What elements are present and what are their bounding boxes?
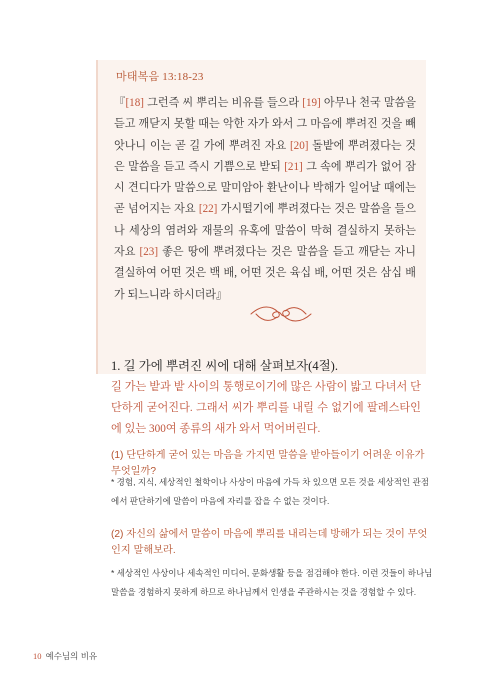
verse-number: [20]	[289, 139, 309, 152]
question-2: (2) 자신의 삶에서 말씀이 마음에 뿌리를 내리는데 방해가 되는 것이 무엇인지 말해보라.	[111, 529, 428, 556]
verse-text: 그런즉 씨 뿌리는 비유를 들으라	[143, 97, 303, 109]
verse-text: 아무나 천국 말씀을 듣고 깨닫지 못할 때는 악한 자가 와서 그 마음에 뿌려진 것을 빼앗나니 이는 곧 길 가에 뿌려진 자요	[114, 97, 416, 152]
question-1-note: * 경험, 지식, 세상적인 철학이나 사상이 마음에 가득 차 있으면 모든 것을 세상적인 관점에서 판단하기에 말씀이 마음에 자리를 잡을 수 없는 것이다.	[111, 477, 429, 506]
verse-number: [19]	[302, 97, 321, 109]
verse-text: 돌밭에 뿌려졌다는 것은 말씀을 듣고 즉시 기쁨으로 받되	[114, 139, 416, 173]
question-2-note: * 세상적인 사상이나 세속적인 미디어, 문화생활 등을 점검해야 한다. 이런 것들이 하나님 말씀을 경험하지 못하게 하므로 하나님께서 인생을 주관하시는 것을 경험할 수 있다.	[111, 568, 433, 597]
verse-number: [18]	[125, 97, 144, 109]
close-quote: 』	[216, 288, 228, 301]
flourish-ornament-icon	[248, 299, 314, 329]
verse-text: 가시떨기에 뿌려졌다는 것은 말씀을 들으나 세상의 염려와 재물의 유혹에 말씀이 막혀 결실하지 못하는 자요	[114, 203, 416, 259]
question-1: (1) 단단하게 굳어 있는 마음을 가지면 말씀을 받아들이기 어려운 이유가 무엇일까?	[111, 450, 425, 477]
verse-text: 좋은 땅에 뿌려졌다는 것은 말씀을 듣고 깨닫는 자니 결실하여 어떤 것은 백 배, 어떤 것은 육십 배, 어떤 것은 삼십 배가 되느니라 하시더라	[114, 246, 416, 301]
verse-text: 그 속에 뿌리가 없어 잠시 견디다가 말씀으로 말미암아 환난이나 박해가 일어날 때에는 곧 넘어지는 자요	[114, 160, 416, 216]
verse-number: [22]	[198, 203, 218, 216]
book-title: 예수님의 비유	[45, 651, 98, 661]
section-title: 1. 길 가에 뿌려진 씨에 대해 살펴보자(4절).	[111, 359, 338, 373]
section-body: 길 가는 밭과 밭 사이의 통행로이기에 많은 사람이 밟고 다녀서 단단하게 굳어진다. 그래서 씨가 뿌리를 내릴 수 없기에 팔레스타인에 있는 300여 종류의 새가 와서 먹어버린다.	[111, 381, 421, 435]
scripture-text	[114, 93, 416, 306]
verse-number: [21]	[284, 160, 303, 173]
page-footer	[33, 650, 97, 662]
scripture-reference: 마태복음 13:18-23	[116, 71, 204, 83]
page-number: 10	[33, 651, 42, 661]
open-quote: 『	[114, 97, 126, 109]
verse-number: [23]	[139, 246, 159, 259]
